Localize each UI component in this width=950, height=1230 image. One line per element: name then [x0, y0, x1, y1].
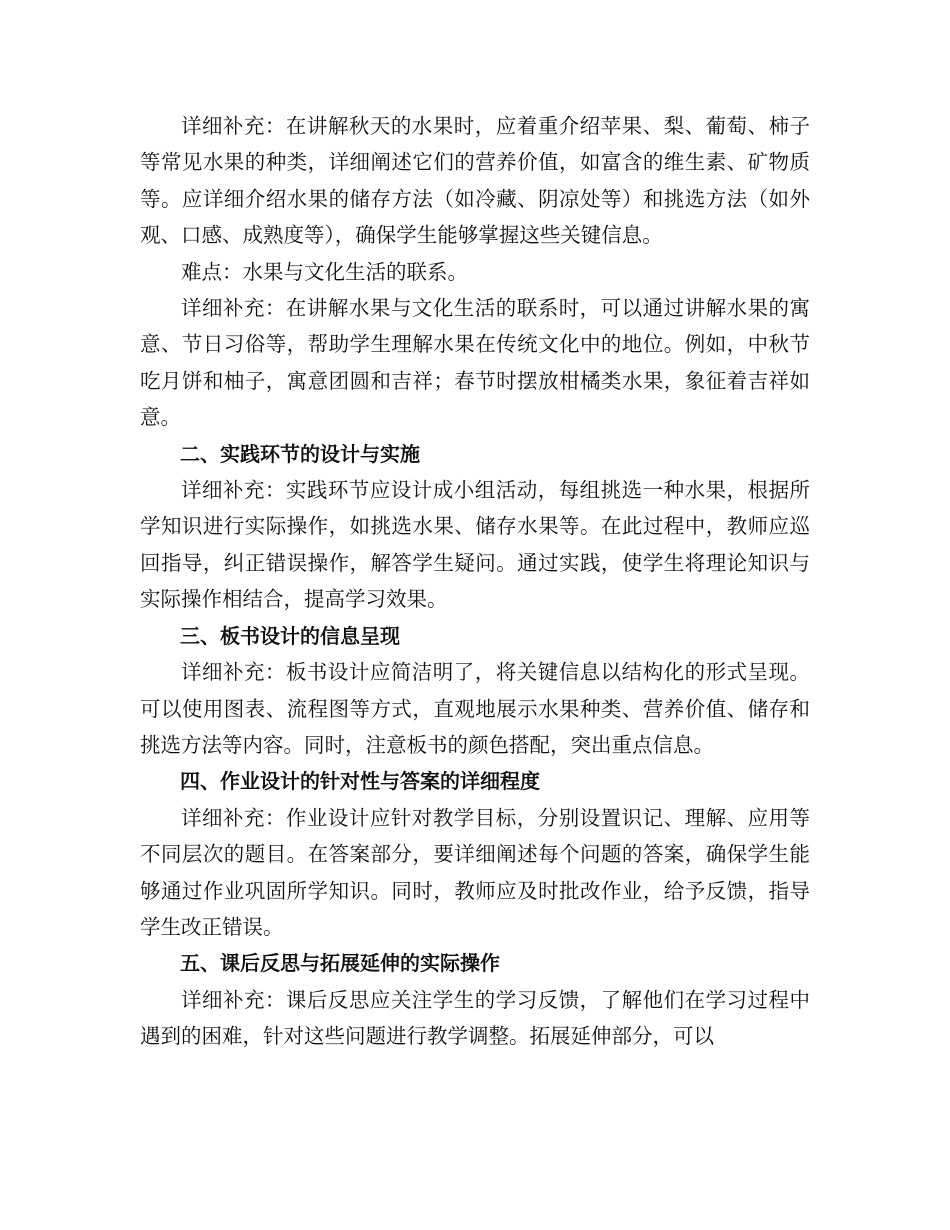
paragraph-practice: 详细补充：实践环节应设计成小组活动，每组挑选一种水果，根据所学知识进行实际操作，如挑选水果、储存水果等。在此过程中，教师应巡回指导，纠正错误操作，解答学生疑问。通过实践，使学生将理论知识与实际操作相结合，提高学习效果。 — [140, 478, 810, 612]
paragraph-homework: 详细补充：作业设计应针对教学目标，分别设置识记、理解、应用等不同层次的题目。在答案部分，要详细阐述每个问题的答案，确保学生能够通过作业巩固所学知识。同时，教师应及时批改作业，给予反馈，指导学生改正错误。 — [140, 805, 810, 939]
section-heading-reflection: 五、课后反思与拓展延伸的实际操作 — [180, 951, 500, 976]
paragraph-fruit-culture: 详细补充：在讲解水果与文化生活的联系时，可以通过讲解水果的寓意、节日习俗等，帮助学生理解水果在传统文化中的地位。例如，中秋节吃月饼和柚子，寓意团圆和吉祥；春节时摆放柑橘类水果，象征着吉祥如意。 — [140, 296, 810, 430]
paragraph-reflection: 详细补充：课后反思应关注学生的学习反馈，了解他们在学习过程中遇到的困难，针对这些问题进行教学调整。拓展延伸部分，可以 — [140, 987, 810, 1049]
paragraph-difficulty: 难点：水果与文化生活的联系。 — [181, 259, 468, 284]
section-heading-practice: 二、实践环节的设计与实施 — [180, 441, 420, 466]
paragraph-blackboard: 详细补充：板书设计应简洁明了，将关键信息以结构化的形式呈现。可以使用图表、流程图等方式，直观地展示水果种类、营养价值、储存和挑选方法等内容。同时，注意板书的颜色搭配，突出重点信息。 — [140, 660, 810, 757]
section-heading-blackboard: 三、板书设计的信息呈现 — [180, 623, 400, 648]
document-body — [140, 108, 810, 1055]
section-heading-homework: 四、作业设计的针对性与答案的详细程度 — [180, 769, 540, 794]
paragraph-autumn-fruits: 详细补充：在讲解秋天的水果时，应着重介绍苹果、梨、葡萄、柿子等常见水果的种类，详细阐述它们的营养价值，如富含的维生素、矿物质等。应详细介绍水果的储存方法（如冷藏、阴凉处等）和挑选方法（如外观、口感、成熟度等），确保学生能够掌握这些关键信息。 — [140, 114, 810, 248]
